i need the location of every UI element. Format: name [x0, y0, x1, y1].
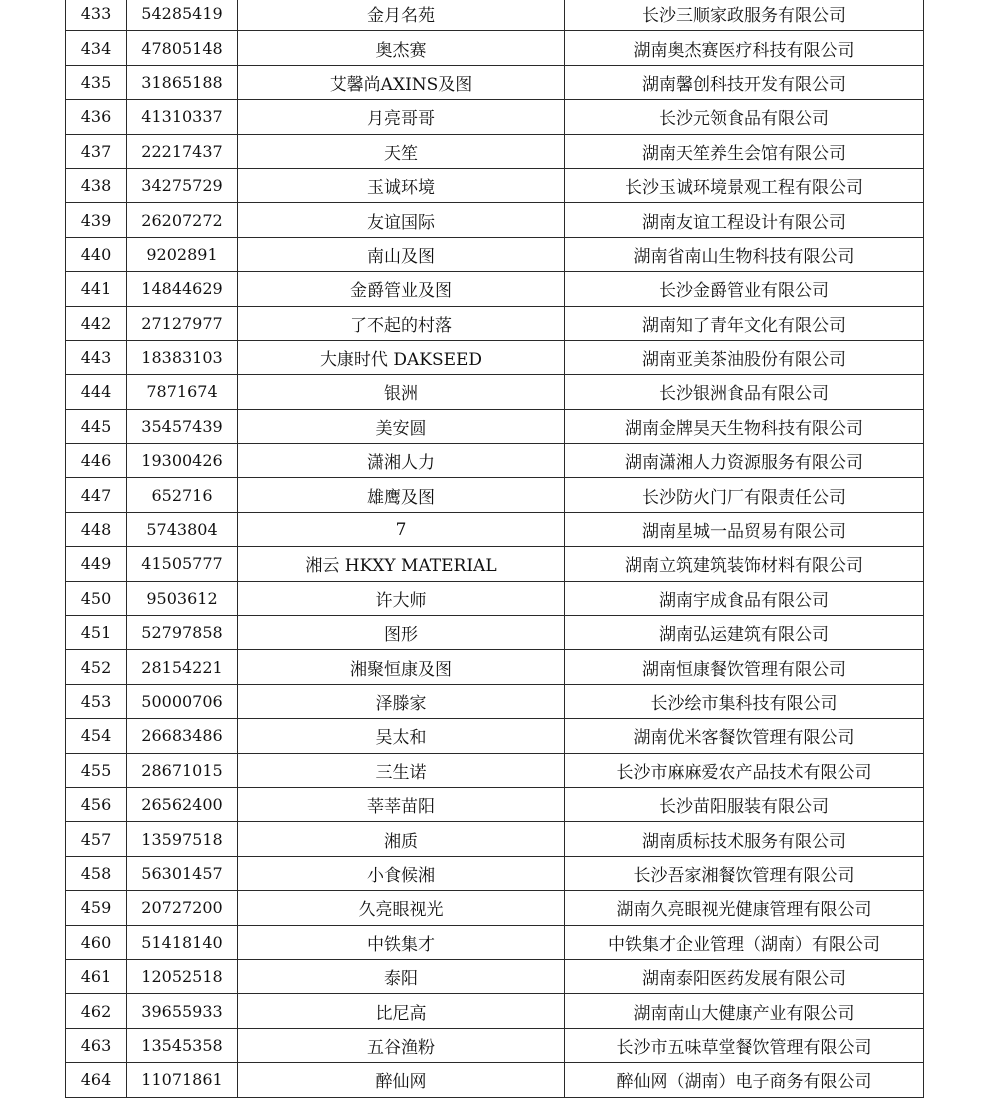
- cell-company-name: 湖南泰阳医药发展有限公司: [565, 959, 924, 993]
- cell-registration-number: 34275729: [127, 168, 238, 202]
- cell-company-name: 长沙三顺家政服务有限公司: [565, 0, 924, 31]
- cell-trademark-name: 久亮眼视光: [238, 891, 565, 925]
- cell-trademark-name: 奥杰赛: [238, 31, 565, 65]
- cell-registration-number: 26562400: [127, 787, 238, 821]
- table-row: [66, 547, 924, 581]
- table-row: [66, 891, 924, 925]
- cell-company-name: 湖南南山大健康产业有限公司: [565, 994, 924, 1028]
- cell-company-name: 长沙绘市集科技有限公司: [565, 684, 924, 718]
- cell-registration-number: 47805148: [127, 31, 238, 65]
- cell-seq-number: 441: [66, 272, 127, 306]
- cell-company-name: 中铁集才企业管理（湖南）有限公司: [565, 925, 924, 959]
- cell-trademark-name: 7: [238, 512, 565, 546]
- table-row: [66, 512, 924, 546]
- cell-company-name: 湖南优米客餐饮管理有限公司: [565, 719, 924, 753]
- cell-trademark-name: 艾馨尚AXINS及图: [238, 65, 565, 99]
- cell-registration-number: 26683486: [127, 719, 238, 753]
- cell-seq-number: 438: [66, 168, 127, 202]
- cell-registration-number: 50000706: [127, 684, 238, 718]
- cell-seq-number: 452: [66, 650, 127, 684]
- cell-company-name: 湖南久亮眼视光健康管理有限公司: [565, 891, 924, 925]
- table-row: [66, 237, 924, 271]
- table-row: [66, 581, 924, 615]
- table-row: [66, 409, 924, 443]
- cell-seq-number: 447: [66, 478, 127, 512]
- cell-trademark-name: 天笙: [238, 134, 565, 168]
- cell-company-name: 湖南宇成食品有限公司: [565, 581, 924, 615]
- table-row: [66, 959, 924, 993]
- cell-company-name: 湖南省南山生物科技有限公司: [565, 237, 924, 271]
- cell-company-name: 长沙苗阳服装有限公司: [565, 787, 924, 821]
- cell-trademark-name: 湘聚恒康及图: [238, 650, 565, 684]
- cell-company-name: 湖南恒康餐饮管理有限公司: [565, 650, 924, 684]
- cell-company-name: 湖南馨创科技开发有限公司: [565, 65, 924, 99]
- cell-seq-number: 440: [66, 237, 127, 271]
- cell-seq-number: 443: [66, 340, 127, 374]
- table-row: [66, 616, 924, 650]
- cell-trademark-name: 醉仙网: [238, 1063, 565, 1097]
- table-row: [66, 994, 924, 1028]
- cell-trademark-name: 友谊国际: [238, 203, 565, 237]
- cell-registration-number: 9503612: [127, 581, 238, 615]
- table-row: [66, 65, 924, 99]
- cell-trademark-name: 玉诚环境: [238, 168, 565, 202]
- cell-trademark-name: 月亮哥哥: [238, 100, 565, 134]
- cell-seq-number: 461: [66, 959, 127, 993]
- cell-registration-number: 652716: [127, 478, 238, 512]
- cell-registration-number: 31865188: [127, 65, 238, 99]
- cell-company-name: 长沙银洲食品有限公司: [565, 375, 924, 409]
- cell-trademark-name: 潇湘人力: [238, 444, 565, 478]
- cell-registration-number: 12052518: [127, 959, 238, 993]
- cell-registration-number: 28671015: [127, 753, 238, 787]
- cell-registration-number: 13597518: [127, 822, 238, 856]
- cell-company-name: 湖南奥杰赛医疗科技有限公司: [565, 31, 924, 65]
- cell-registration-number: 52797858: [127, 616, 238, 650]
- cell-registration-number: 27127977: [127, 306, 238, 340]
- cell-company-name: 长沙玉诚环境景观工程有限公司: [565, 168, 924, 202]
- cell-registration-number: 26207272: [127, 203, 238, 237]
- cell-seq-number: 434: [66, 31, 127, 65]
- cell-registration-number: 20727200: [127, 891, 238, 925]
- cell-registration-number: 9202891: [127, 237, 238, 271]
- cell-seq-number: 451: [66, 616, 127, 650]
- cell-trademark-name: 许大师: [238, 581, 565, 615]
- cell-seq-number: 456: [66, 787, 127, 821]
- cell-trademark-name: 银洲: [238, 375, 565, 409]
- table-row: [66, 168, 924, 202]
- cell-trademark-name: 泰阳: [238, 959, 565, 993]
- cell-seq-number: 463: [66, 1028, 127, 1062]
- cell-trademark-name: 比尼高: [238, 994, 565, 1028]
- table-row: [66, 306, 924, 340]
- table-row: [66, 787, 924, 821]
- cell-registration-number: 41505777: [127, 547, 238, 581]
- cell-registration-number: 19300426: [127, 444, 238, 478]
- cell-trademark-name: 泽滕家: [238, 684, 565, 718]
- cell-seq-number: 433: [66, 0, 127, 31]
- cell-registration-number: 28154221: [127, 650, 238, 684]
- cell-company-name: 湖南立筑建筑装饰材料有限公司: [565, 547, 924, 581]
- table-row: [66, 478, 924, 512]
- cell-registration-number: 54285419: [127, 0, 238, 31]
- cell-company-name: 湖南友谊工程设计有限公司: [565, 203, 924, 237]
- cell-company-name: 湖南潇湘人力资源服务有限公司: [565, 444, 924, 478]
- cell-company-name: 湖南金牌昊天生物科技有限公司: [565, 409, 924, 443]
- table-row: [66, 100, 924, 134]
- table-row: [66, 925, 924, 959]
- cell-seq-number: 445: [66, 409, 127, 443]
- cell-seq-number: 439: [66, 203, 127, 237]
- table-row: [66, 822, 924, 856]
- cell-trademark-name: 莘莘苗阳: [238, 787, 565, 821]
- cell-seq-number: 462: [66, 994, 127, 1028]
- table-row: [66, 340, 924, 374]
- trademark-table: [65, 0, 924, 1098]
- cell-seq-number: 436: [66, 100, 127, 134]
- cell-trademark-name: 金爵管业及图: [238, 272, 565, 306]
- cell-company-name: 长沙市五味草堂餐饮管理有限公司: [565, 1028, 924, 1062]
- cell-company-name: 长沙吾家湘餐饮管理有限公司: [565, 856, 924, 890]
- table-row: [66, 753, 924, 787]
- cell-company-name: 湖南质标技术服务有限公司: [565, 822, 924, 856]
- cell-company-name: 湖南知了青年文化有限公司: [565, 306, 924, 340]
- cell-trademark-name: 南山及图: [238, 237, 565, 271]
- cell-seq-number: 442: [66, 306, 127, 340]
- cell-seq-number: 454: [66, 719, 127, 753]
- cell-registration-number: 22217437: [127, 134, 238, 168]
- table-row: [66, 1063, 924, 1097]
- table-row: [66, 444, 924, 478]
- cell-registration-number: 39655933: [127, 994, 238, 1028]
- table-row: [66, 719, 924, 753]
- cell-trademark-name: 雄鹰及图: [238, 478, 565, 512]
- table-row: [66, 684, 924, 718]
- cell-registration-number: 7871674: [127, 375, 238, 409]
- table-body: [66, 0, 924, 1097]
- cell-trademark-name: 五谷渔粉: [238, 1028, 565, 1062]
- cell-trademark-name: 中铁集才: [238, 925, 565, 959]
- table-row: [66, 31, 924, 65]
- cell-seq-number: 455: [66, 753, 127, 787]
- cell-trademark-name: 湘质: [238, 822, 565, 856]
- cell-company-name: 醉仙网（湖南）电子商务有限公司: [565, 1063, 924, 1097]
- table-row: [66, 0, 924, 31]
- cell-seq-number: 460: [66, 925, 127, 959]
- cell-registration-number: 51418140: [127, 925, 238, 959]
- cell-company-name: 长沙元领食品有限公司: [565, 100, 924, 134]
- cell-trademark-name: 金月名苑: [238, 0, 565, 31]
- cell-trademark-name: 小食候湘: [238, 856, 565, 890]
- table-row: [66, 856, 924, 890]
- cell-registration-number: 35457439: [127, 409, 238, 443]
- cell-registration-number: 5743804: [127, 512, 238, 546]
- cell-registration-number: 14844629: [127, 272, 238, 306]
- cell-trademark-name: 美安圆: [238, 409, 565, 443]
- cell-seq-number: 450: [66, 581, 127, 615]
- cell-trademark-name: 了不起的村落: [238, 306, 565, 340]
- cell-trademark-name: 大康时代 DAKSEED: [238, 340, 565, 374]
- cell-company-name: 长沙市麻麻爱农产品技术有限公司: [565, 753, 924, 787]
- table-row: [66, 272, 924, 306]
- cell-registration-number: 11071861: [127, 1063, 238, 1097]
- cell-trademark-name: 图形: [238, 616, 565, 650]
- cell-seq-number: 444: [66, 375, 127, 409]
- cell-trademark-name: 吴太和: [238, 719, 565, 753]
- cell-seq-number: 458: [66, 856, 127, 890]
- cell-company-name: 长沙防火门厂有限责任公司: [565, 478, 924, 512]
- cell-seq-number: 437: [66, 134, 127, 168]
- cell-trademark-name: 湘云 HKXY MATERIAL: [238, 547, 565, 581]
- cell-seq-number: 448: [66, 512, 127, 546]
- cell-seq-number: 446: [66, 444, 127, 478]
- cell-registration-number: 41310337: [127, 100, 238, 134]
- cell-company-name: 湖南星城一品贸易有限公司: [565, 512, 924, 546]
- table-row: [66, 375, 924, 409]
- table-row: [66, 1028, 924, 1062]
- cell-seq-number: 464: [66, 1063, 127, 1097]
- cell-seq-number: 453: [66, 684, 127, 718]
- cell-company-name: 湖南弘运建筑有限公司: [565, 616, 924, 650]
- table-row: [66, 203, 924, 237]
- cell-seq-number: 457: [66, 822, 127, 856]
- cell-registration-number: 13545358: [127, 1028, 238, 1062]
- cell-seq-number: 449: [66, 547, 127, 581]
- table-row: [66, 650, 924, 684]
- cell-company-name: 湖南亚美茶油股份有限公司: [565, 340, 924, 374]
- cell-company-name: 长沙金爵管业有限公司: [565, 272, 924, 306]
- cell-trademark-name: 三生诺: [238, 753, 565, 787]
- cell-seq-number: 435: [66, 65, 127, 99]
- cell-registration-number: 18383103: [127, 340, 238, 374]
- cell-registration-number: 56301457: [127, 856, 238, 890]
- table-row: [66, 134, 924, 168]
- cell-seq-number: 459: [66, 891, 127, 925]
- cell-company-name: 湖南天笙养生会馆有限公司: [565, 134, 924, 168]
